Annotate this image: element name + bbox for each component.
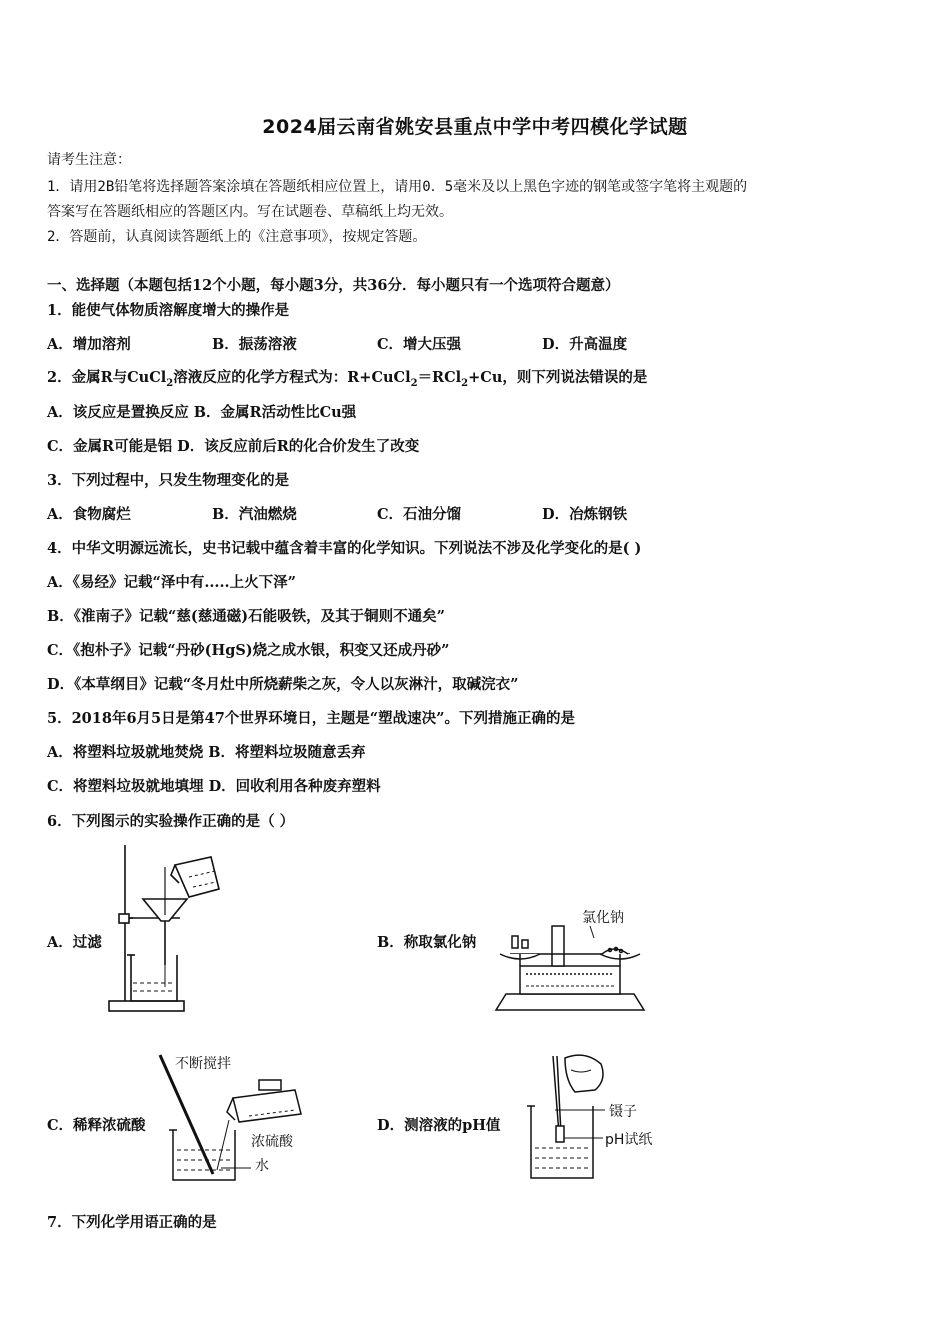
q5-stem: 5．2018年6月5日是第47个世界环境日，主题是“塑战速决”。下列措施正确的是 [47,710,575,727]
figure-dilution-label-water: 水 [255,1158,269,1174]
figure-balance-label: 氯化钠 [582,910,624,926]
q1-stem: 1．能使气体物质溶解度增大的操作是 [47,302,290,319]
q1-option-b: B．振荡溶液 [212,336,297,353]
figure-filtration [105,843,230,1018]
figure-balance [490,900,650,1018]
exam-title: 2024届云南省姚安县重点中学中考四模化学试题 [262,116,688,138]
notice-item-1b: 答案写在答题纸相应的答题区内。写在试题卷、草稿纸上均无效。 [47,204,453,220]
q5-options-row-1: A．将塑料垃圾就地焚烧 B．将塑料垃圾随意丢弃 [47,744,366,761]
q6-stem: 6．下列图示的实验操作正确的是（ ） [47,813,295,830]
q3-option-a: A．食物腐烂 [47,506,131,523]
notice-item-1a: 1．请用2B铅笔将选择题答案涂填在答题纸相应位置上，请用0．5毫米及以上黑色字迹的钢笔或签字笔将主观题的 [47,179,748,195]
q1-option-a: A．增加溶剂 [47,336,131,353]
figure-dilution [155,1050,320,1188]
section-heading: 一、选择题（本题包括12个小题，每小题3分，共36分．每小题只有一个选项符合题意） [47,277,620,294]
notice-item-2: 2．答题前，认真阅读答题纸上的《注意事项》，按规定答题。 [47,229,427,245]
q6-option-b: B．称取氯化钠 [377,934,477,951]
q6-option-c: C．稀释浓硫酸 [47,1117,146,1134]
q3-option-b: B．汽油燃烧 [212,506,297,523]
q5-options-row-2: C．将塑料垃圾就地填埋 D．回收利用各种废弃塑料 [47,778,381,795]
q1-option-d: D．升高温度 [542,336,628,353]
q7-stem: 7．下列化学用语正确的是 [47,1214,217,1231]
q2-options-row-2: C．金属R可能是铝 D．该反应前后R的化合价发生了改变 [47,438,420,455]
q4-option-d: D．《本草纲目》记载“冬月灶中所烧薪柴之灰，令人以灰淋汁，取碱浣衣” [47,676,519,693]
q2-stem: 2．金属R与CuCl$_2$溶液反应的化学方程式为：R+CuCl$_2$＝RCl$_2$+Cu，则下列说法错误的是 [47,369,648,389]
q4-stem: 4．中华文明源远流长，史书记载中蕴含着丰富的化学知识。下列说法不涉及化学变化的是( ) [47,540,642,557]
q3-stem: 3．下列过程中，只发生物理变化的是 [47,472,290,489]
notice-heading: 请考生注意： [47,152,131,168]
q6-option-d: D．测溶液的pH值 [377,1117,501,1134]
q3-option-d: D．冶炼钢铁 [542,506,628,523]
figure-ph-label-tweezers: 镊子 [609,1104,637,1120]
q4-option-c: C．《抱朴子》记载“丹砂(HgS)烧之成水银，积变又还成丹砂” [47,642,450,659]
q1-option-c: C．增大压强 [377,336,462,353]
figure-dilution-label-acid: 浓硫酸 [251,1134,293,1150]
q6-option-a: A．过滤 [47,934,102,951]
figure-dilution-label-stir: 不断搅拌 [175,1056,231,1072]
figure-ph-test [525,1050,665,1188]
q2-options-row-1: A．该反应是置换反应 B．金属R活动性比Cu强 [47,404,357,421]
q3-option-c: C．石油分馏 [377,506,462,523]
figure-ph-label-paper: pH试纸 [605,1132,653,1148]
q4-option-a: A．《易经》记载“泽中有.....上火下泽” [47,574,296,591]
q4-option-b: B．《淮南子》记载“慈(慈通磁)石能吸铁，及其于铜则不通矣” [47,608,445,625]
